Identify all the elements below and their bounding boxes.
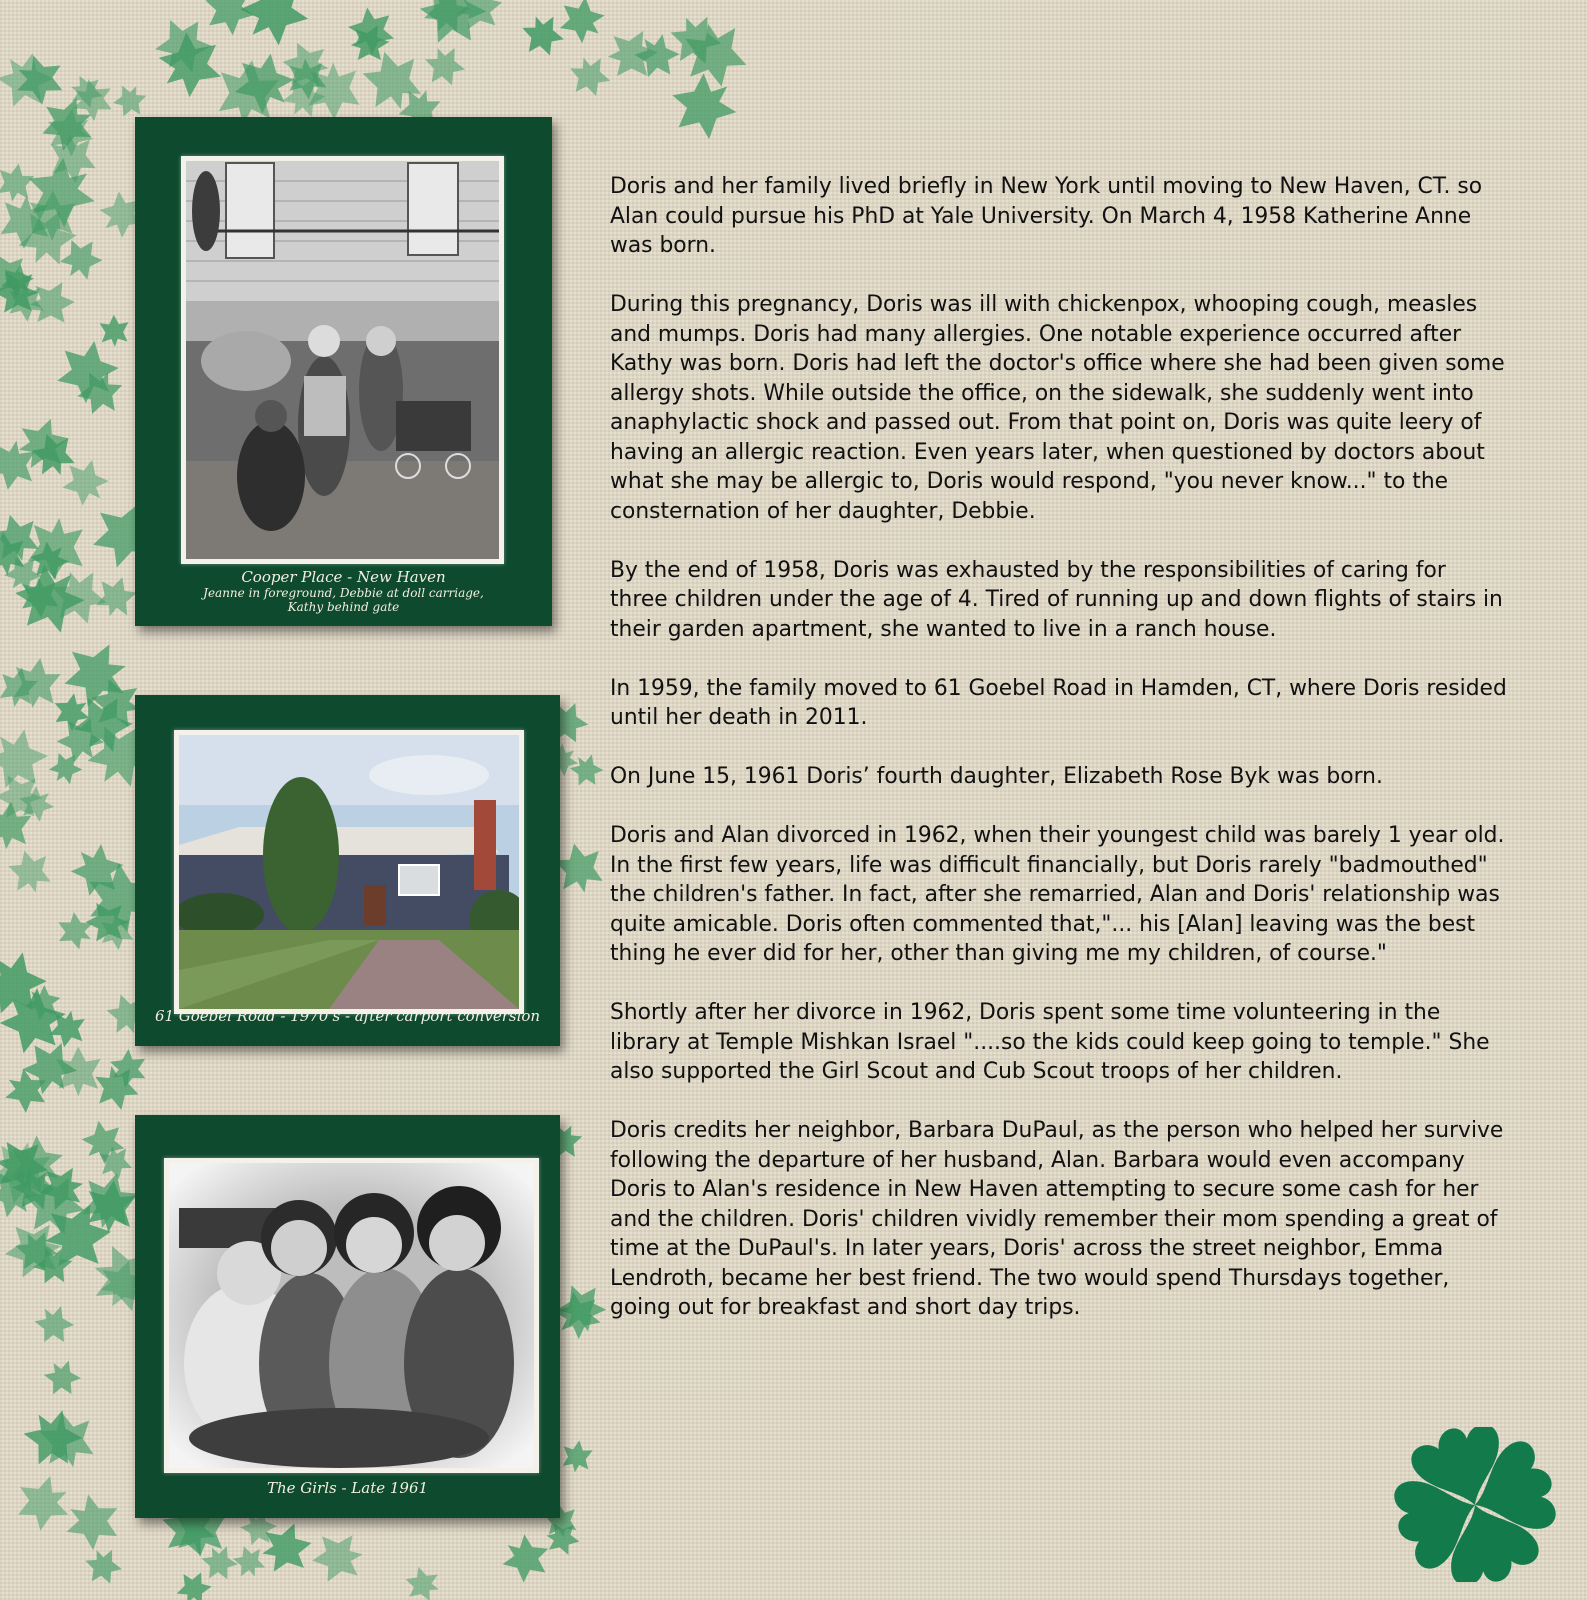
story-paragraph: Doris and Alan divorced in 1962, when their youngest child was barely 1 year old. In the first few years, life was difficult financially, but Doris rarely "badmouthed" the children's father. In fact, after she remarried, Alan and Doris' relationship was quite amicable. Doris often commented that,"... his [Alan] leaving was the best thing he ever did for her, other than giving me my children, of course." bbox=[610, 823, 1505, 966]
ivy-leaf-icon bbox=[30, 1300, 79, 1351]
ivy-leaf-icon bbox=[309, 1532, 365, 1584]
ivy-leaf-icon bbox=[8, 1470, 77, 1536]
story-paragraph: Doris and her family lived briefly in New York until moving to New Haven, CT. so Alan could pursue his PhD at Yale University. On March 4, 1958 Katherine Anne was born. bbox=[610, 174, 1483, 258]
photo-caption-title: The Girls - Late 1961 bbox=[266, 1479, 429, 1497]
photo-caption-title: Cooper Place - New Haven bbox=[241, 568, 446, 586]
story-paragraph: By the end of 1958, Doris was exhausted by the responsibilities of caring for three children under the age of 4. Tired of running up and down flights of stairs in their garden apartment, she wanted to live in a ranch house. bbox=[610, 557, 1503, 642]
ivy-leaf-icon bbox=[99, 314, 129, 347]
ivy-leaf-icon bbox=[518, 10, 567, 62]
ivy-leaf-icon bbox=[566, 749, 608, 792]
story-paragraph: In 1959, the family moved to 61 Goebel Road in Hamden, CT, where Doris resided until her death in 2011. bbox=[610, 675, 1507, 730]
story-paragraph: On June 15, 1961 Doris’ fourth daughter, Elizabeth Rose Byk was born. bbox=[610, 764, 1383, 789]
ivy-leaf-icon bbox=[58, 1488, 129, 1557]
ivy-leaf-icon bbox=[660, 65, 745, 150]
ivy-leaf-icon bbox=[173, 1566, 215, 1600]
ivy-leaf-icon bbox=[110, 80, 150, 122]
ivy-leaf-icon bbox=[341, 0, 402, 61]
ivy-leaf-icon bbox=[40, 1355, 86, 1402]
ivy-leaf-icon bbox=[566, 52, 613, 102]
ivy-leaf-icon bbox=[551, 0, 611, 49]
ivy-leaf-icon bbox=[51, 908, 98, 954]
story-text bbox=[610, 172, 1510, 1352]
story-paragraph: Shortly after her divorce in 1962, Doris spent some time volunteering in the library at Temple Mishkan Israel "....so the kids could keep going to temple." She also supported the Girl Scout and Cub Scout troops of her children. bbox=[610, 1000, 1490, 1084]
photo-cooper-place bbox=[181, 156, 504, 564]
story-paragraph: During this pregnancy, Doris was ill with chickenpox, whooping cough, measles and mumps. Doris had many allergies. One notable experience occurred after Kathy was born. Doris had left the doctor's office where she had been given some allergy shots. While outside the office, on the sidewalk, she suddenly went into anaphylactic shock and passed out. From that point on, Doris was quite leery of having an allergic reaction. Even years later, when questioned by doctors about what she may be allergic to, Doris would respond, "you never know..." to the consternation of her daughter, Debbie. bbox=[610, 292, 1505, 524]
photo-caption-title: 61 Goebel Road - 1970's - after carport conversion bbox=[154, 1007, 541, 1025]
story-paragraph: Doris credits her neighbor, Barbara DuPaul, as the person who helped her survive following the departure of her husband, Alan. Barbara would even accompany Doris to Alan's residence in New Haven attempting to secure some cash for her and the children. Doris' children vividly remember their mom spending a great of time at the DuPaul's. In later years, Doris' across the street neighbor, Emma Lendroth, became her best friend. The two would spend Thursdays together, going out for breakfast and short day trips. bbox=[610, 1118, 1504, 1320]
photo-frame-goebel-road bbox=[135, 695, 560, 1046]
photo-goebel-road bbox=[174, 730, 524, 1014]
ivy-leaf-icon bbox=[230, 1541, 268, 1581]
ivy-leaf-icon bbox=[495, 1528, 557, 1589]
ivy-leaf-icon bbox=[231, 0, 320, 55]
ivy-leaf-icon bbox=[6, 846, 55, 898]
ivy-leaf-icon bbox=[17, 1401, 90, 1476]
ivy-leaf-icon bbox=[82, 1544, 126, 1590]
ivy-leaf-icon bbox=[552, 839, 607, 898]
photo-caption-subtitle: Jeanne in foreground, Debbie at doll carriage, Kathy behind gate bbox=[203, 586, 484, 614]
photo-frame-cooper-place bbox=[135, 117, 552, 626]
ivy-leaf-icon bbox=[0, 160, 36, 204]
photo-frame-the-girls bbox=[135, 1115, 560, 1518]
ivy-leaf-icon bbox=[401, 1564, 443, 1600]
photo-the-girls bbox=[164, 1158, 539, 1473]
ivy-leaf-icon bbox=[421, 42, 469, 92]
ivy-leaf-icon bbox=[560, 1438, 593, 1474]
shamrock-icon bbox=[1390, 1427, 1560, 1582]
